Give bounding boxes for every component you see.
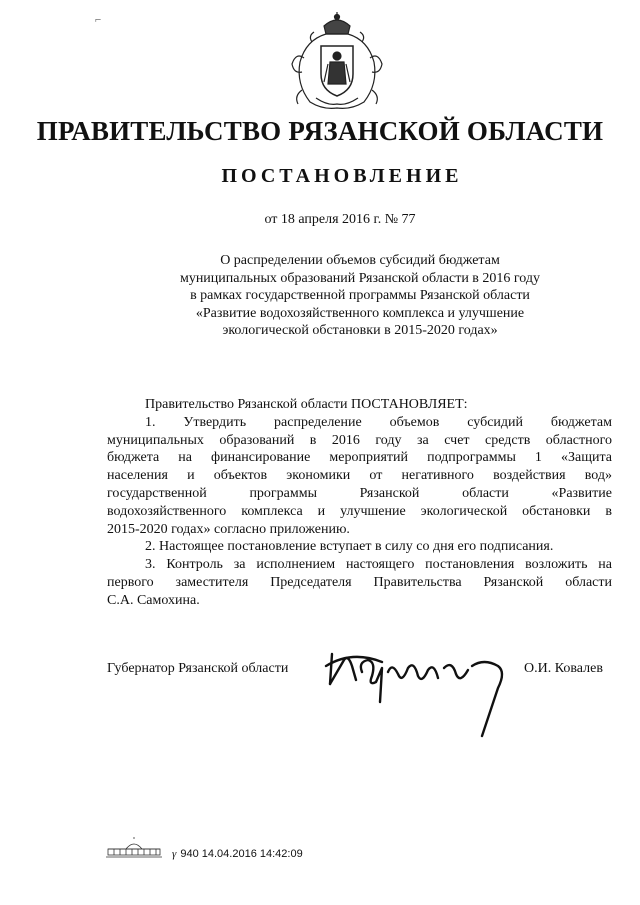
item-1-line: государственной программы Рязанской области «Развитие	[107, 485, 612, 501]
document-date-number: от 18 апреля 2016 г. № 77	[264, 212, 416, 227]
signatory-role: Губернатор Рязанской области	[107, 661, 289, 676]
subject-line: муниципальных образований Рязанской области в 2016 году	[179, 270, 541, 286]
subject-line: экологической обстановки в 2015-2020 годах»	[222, 323, 498, 338]
registration-text: 940 14.04.2016 14:42:09	[180, 848, 303, 860]
document-body	[107, 396, 612, 610]
item-1-line: населения и объектов экономики от негативного воздействия вод»	[107, 468, 612, 484]
item-1-line: 2015-2020 годах» согласно приложению.	[107, 521, 350, 537]
registration-stamp	[172, 848, 303, 860]
subject-line: «Развитие водохозяйственного комплекса и улучшение	[195, 305, 525, 321]
item-3-line: первого заместителя Председателя Правительства Рязанской области	[107, 574, 612, 590]
item-1-line: 1. Утвердить распределение объемов субсидий бюджетам	[145, 414, 612, 430]
signatory-name: О.И. Ковалев	[524, 661, 603, 676]
item-1-line: муниципальных образований в 2016 году за счет средств областного	[107, 432, 612, 448]
subject-line: О распределении объемов субсидий бюджетам	[220, 253, 500, 268]
item-3-line: С.А. Самохина.	[107, 592, 200, 608]
registration-mark: γ	[172, 848, 177, 860]
document-subject	[110, 252, 610, 340]
coat-of-arms-icon	[288, 12, 386, 112]
item-1-line: водохозяйственного комплекса и улучшение экологической обстановки в	[107, 503, 612, 519]
item-2: 2. Настоящее постановление вступает в силу со дня его подписания.	[145, 539, 554, 555]
subject-line: в рамках государственной программы Рязанской области	[190, 288, 530, 303]
preamble: Правительство Рязанской области ПОСТАНОВЛЯЕТ:	[145, 397, 468, 412]
handwritten-signature	[322, 632, 522, 744]
document-type: ПОСТАНОВЛЕНИЕ	[221, 165, 463, 187]
building-logo-icon	[104, 837, 164, 859]
scan-corner-mark: ⌐	[95, 14, 102, 26]
item-3-line: 3. Контроль за исполнением настоящего постановления возложить на	[145, 557, 612, 573]
government-title: ПРАВИТЕЛЬСТВО РЯЗАНСКОЙ ОБЛАСТИ	[36, 116, 604, 146]
item-1-line: бюджета на финансирование мероприятий подпрограммы 1 «Защита	[107, 450, 612, 466]
